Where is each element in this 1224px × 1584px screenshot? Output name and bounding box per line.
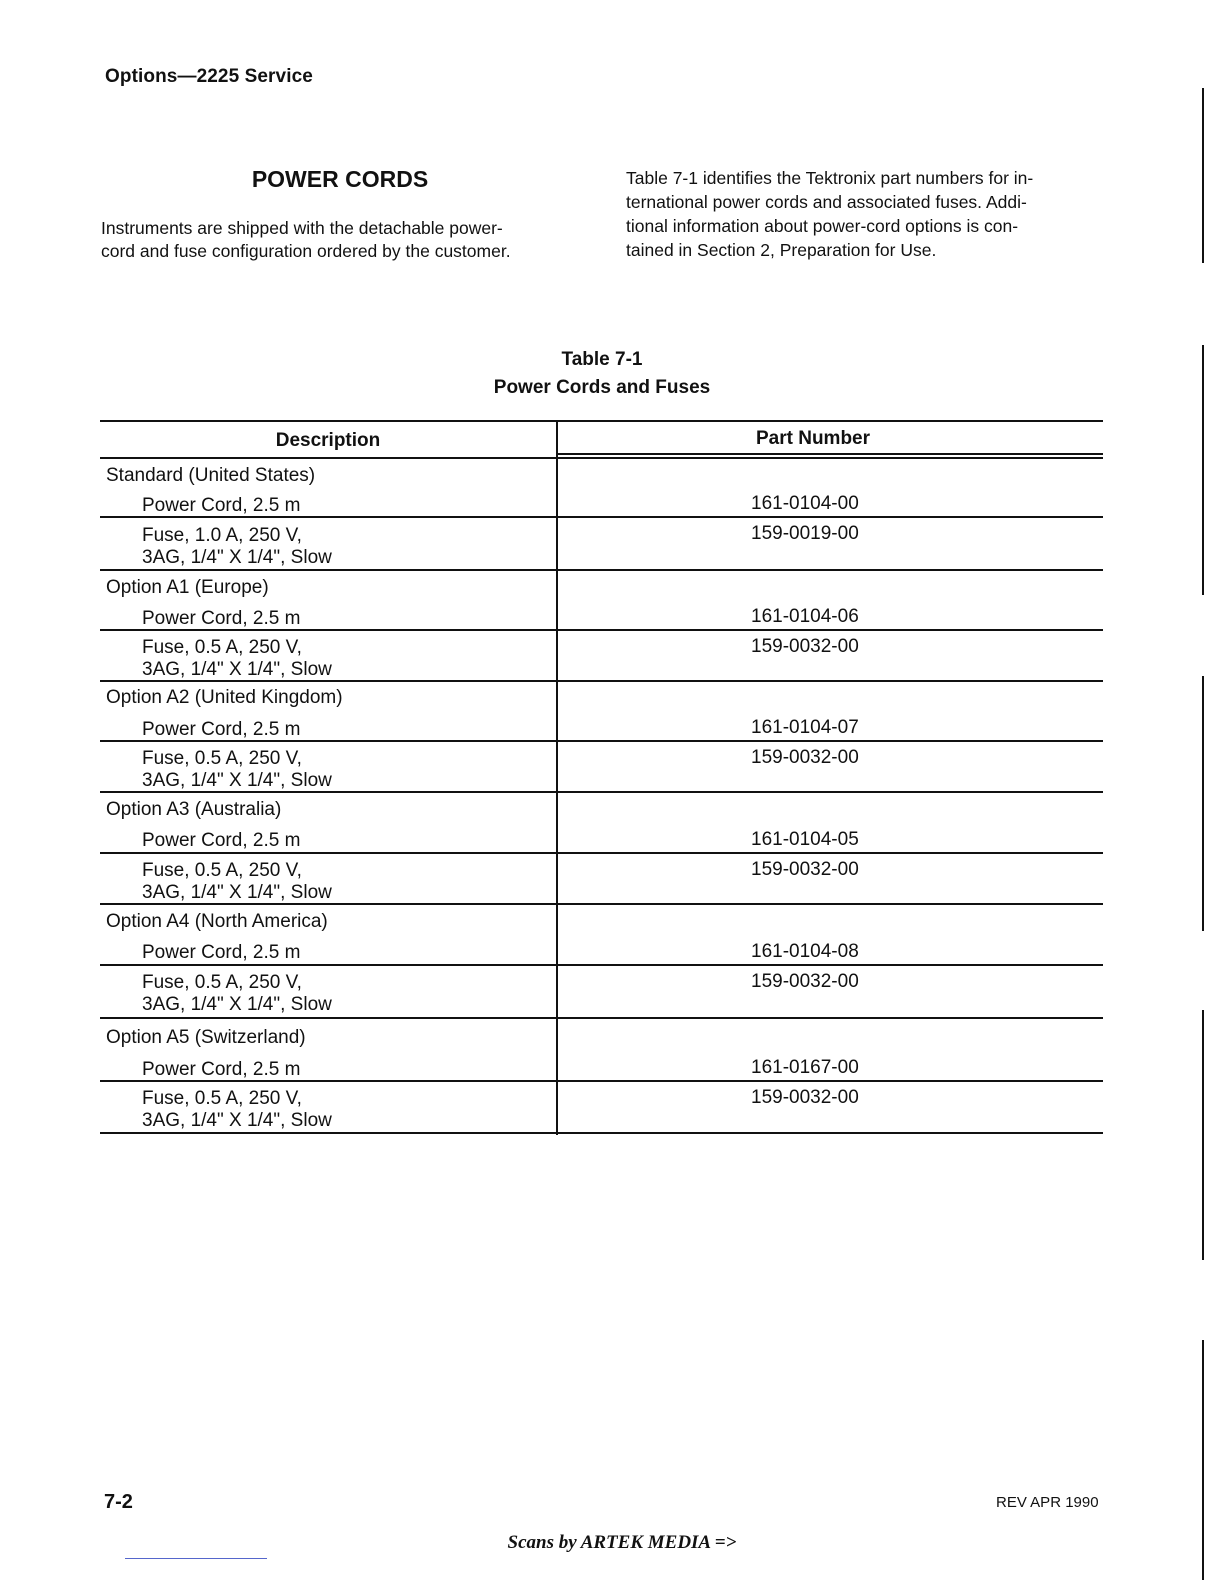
row-rule — [100, 516, 1103, 518]
power-cords-table — [100, 420, 1103, 1136]
paragraph-line: tional information about power-cord options is con- — [626, 216, 1019, 236]
power-cord-description: Power Cord, 2.5 m — [142, 719, 301, 740]
fuse-rating: Fuse, 0.5 A, 250 V, — [142, 860, 302, 881]
group-rule — [100, 1017, 1103, 1019]
power-cord-part-number: 161-0104-05 — [751, 829, 859, 850]
power-cord-description: Power Cord, 2.5 m — [142, 608, 301, 629]
scan-credit: Scans by ARTEK MEDIA => — [507, 1532, 737, 1553]
revision-date: REV APR 1990 — [996, 1494, 1099, 1511]
column-divider — [556, 420, 558, 1135]
group-rule — [100, 903, 1103, 905]
table-reference-paragraph — [626, 166, 1106, 262]
option-group-label: Option A4 (North America) — [106, 911, 328, 932]
fuse-part-number: 159-0019-00 — [751, 523, 859, 544]
fuse-part-number: 159-0032-00 — [751, 971, 859, 992]
group-rule — [100, 680, 1103, 682]
fuse-description — [142, 748, 332, 792]
fuse-part-number: 159-0032-00 — [751, 636, 859, 657]
fuse-rating: Fuse, 0.5 A, 250 V, — [142, 748, 302, 769]
power-cord-description: Power Cord, 2.5 m — [142, 830, 301, 851]
fuse-size: 3AG, 1/4" X 1/4", Slow — [142, 770, 332, 791]
header-rule-part — [558, 453, 1103, 455]
row-rule — [100, 964, 1103, 966]
row-rule — [100, 1080, 1103, 1082]
column-header-part-number: Part Number — [755, 428, 871, 449]
fuse-rating: Fuse, 1.0 A, 250 V, — [142, 525, 302, 546]
scan-edge-mark — [1202, 345, 1204, 595]
intro-paragraph — [101, 217, 583, 263]
paragraph-line: Instruments are shipped with the detachable power- — [101, 218, 503, 238]
option-group-label: Option A3 (Australia) — [106, 799, 282, 820]
table-bottom-rule — [100, 1132, 1103, 1134]
row-rule — [100, 629, 1103, 631]
option-group-label: Standard (United States) — [106, 465, 316, 486]
scan-edge-mark — [1202, 1340, 1204, 1580]
fuse-size: 3AG, 1/4" X 1/4", Slow — [142, 547, 332, 568]
fuse-description — [142, 637, 332, 681]
section-heading: POWER CORDS — [251, 166, 429, 192]
table-caption-number: Table 7-1 — [561, 349, 643, 370]
power-cord-description: Power Cord, 2.5 m — [142, 1059, 301, 1080]
row-rule — [100, 740, 1103, 742]
fuse-part-number: 159-0032-00 — [751, 747, 859, 768]
paragraph-line: ternational power cords and associated fuses. Addi- — [626, 192, 1027, 212]
row-rule — [100, 852, 1103, 854]
fuse-description — [142, 525, 332, 569]
paragraph-line: cord and fuse configuration ordered by the customer. — [101, 241, 511, 261]
column-header-description: Description — [275, 430, 381, 451]
scan-edge-mark — [1202, 1010, 1204, 1260]
fuse-rating: Fuse, 0.5 A, 250 V, — [142, 637, 302, 658]
power-cord-part-number: 161-0104-08 — [751, 941, 859, 962]
fuse-part-number: 159-0032-00 — [751, 859, 859, 880]
power-cord-part-number: 161-0104-07 — [751, 717, 859, 738]
header-rule — [100, 457, 1103, 459]
power-cord-part-number: 161-0104-00 — [751, 493, 859, 514]
power-cord-part-number: 161-0167-00 — [751, 1057, 859, 1078]
fuse-rating: Fuse, 0.5 A, 250 V, — [142, 972, 302, 993]
fuse-description — [142, 860, 332, 904]
fuse-part-number: 159-0032-00 — [751, 1087, 859, 1108]
paragraph-line: tained in Section 2, Preparation for Use. — [626, 240, 937, 260]
fuse-description — [142, 972, 332, 1016]
table-top-rule — [100, 420, 1103, 422]
scan-edge-mark — [1202, 88, 1204, 263]
running-header: Options—2225 Service — [105, 66, 313, 87]
power-cord-description: Power Cord, 2.5 m — [142, 495, 301, 516]
fuse-rating: Fuse, 0.5 A, 250 V, — [142, 1088, 302, 1109]
credit-link-underline — [125, 1558, 267, 1559]
power-cord-description: Power Cord, 2.5 m — [142, 942, 301, 963]
page-number: 7-2 — [104, 1491, 133, 1513]
option-group-label: Option A1 (Europe) — [106, 577, 269, 598]
option-group-label: Option A5 (Switzerland) — [106, 1027, 306, 1048]
fuse-size: 3AG, 1/4" X 1/4", Slow — [142, 994, 332, 1015]
fuse-size: 3AG, 1/4" X 1/4", Slow — [142, 1110, 332, 1131]
fuse-size: 3AG, 1/4" X 1/4", Slow — [142, 659, 332, 680]
group-rule — [100, 569, 1103, 571]
fuse-description — [142, 1088, 332, 1132]
scan-edge-mark — [1202, 676, 1204, 931]
paragraph-line: Table 7-1 identifies the Tektronix part numbers for in- — [626, 168, 1034, 188]
option-group-label: Option A2 (United Kingdom) — [106, 687, 343, 708]
fuse-size: 3AG, 1/4" X 1/4", Slow — [142, 882, 332, 903]
group-rule — [100, 791, 1103, 793]
power-cord-part-number: 161-0104-06 — [751, 606, 859, 627]
table-caption-title: Power Cords and Fuses — [493, 377, 711, 398]
